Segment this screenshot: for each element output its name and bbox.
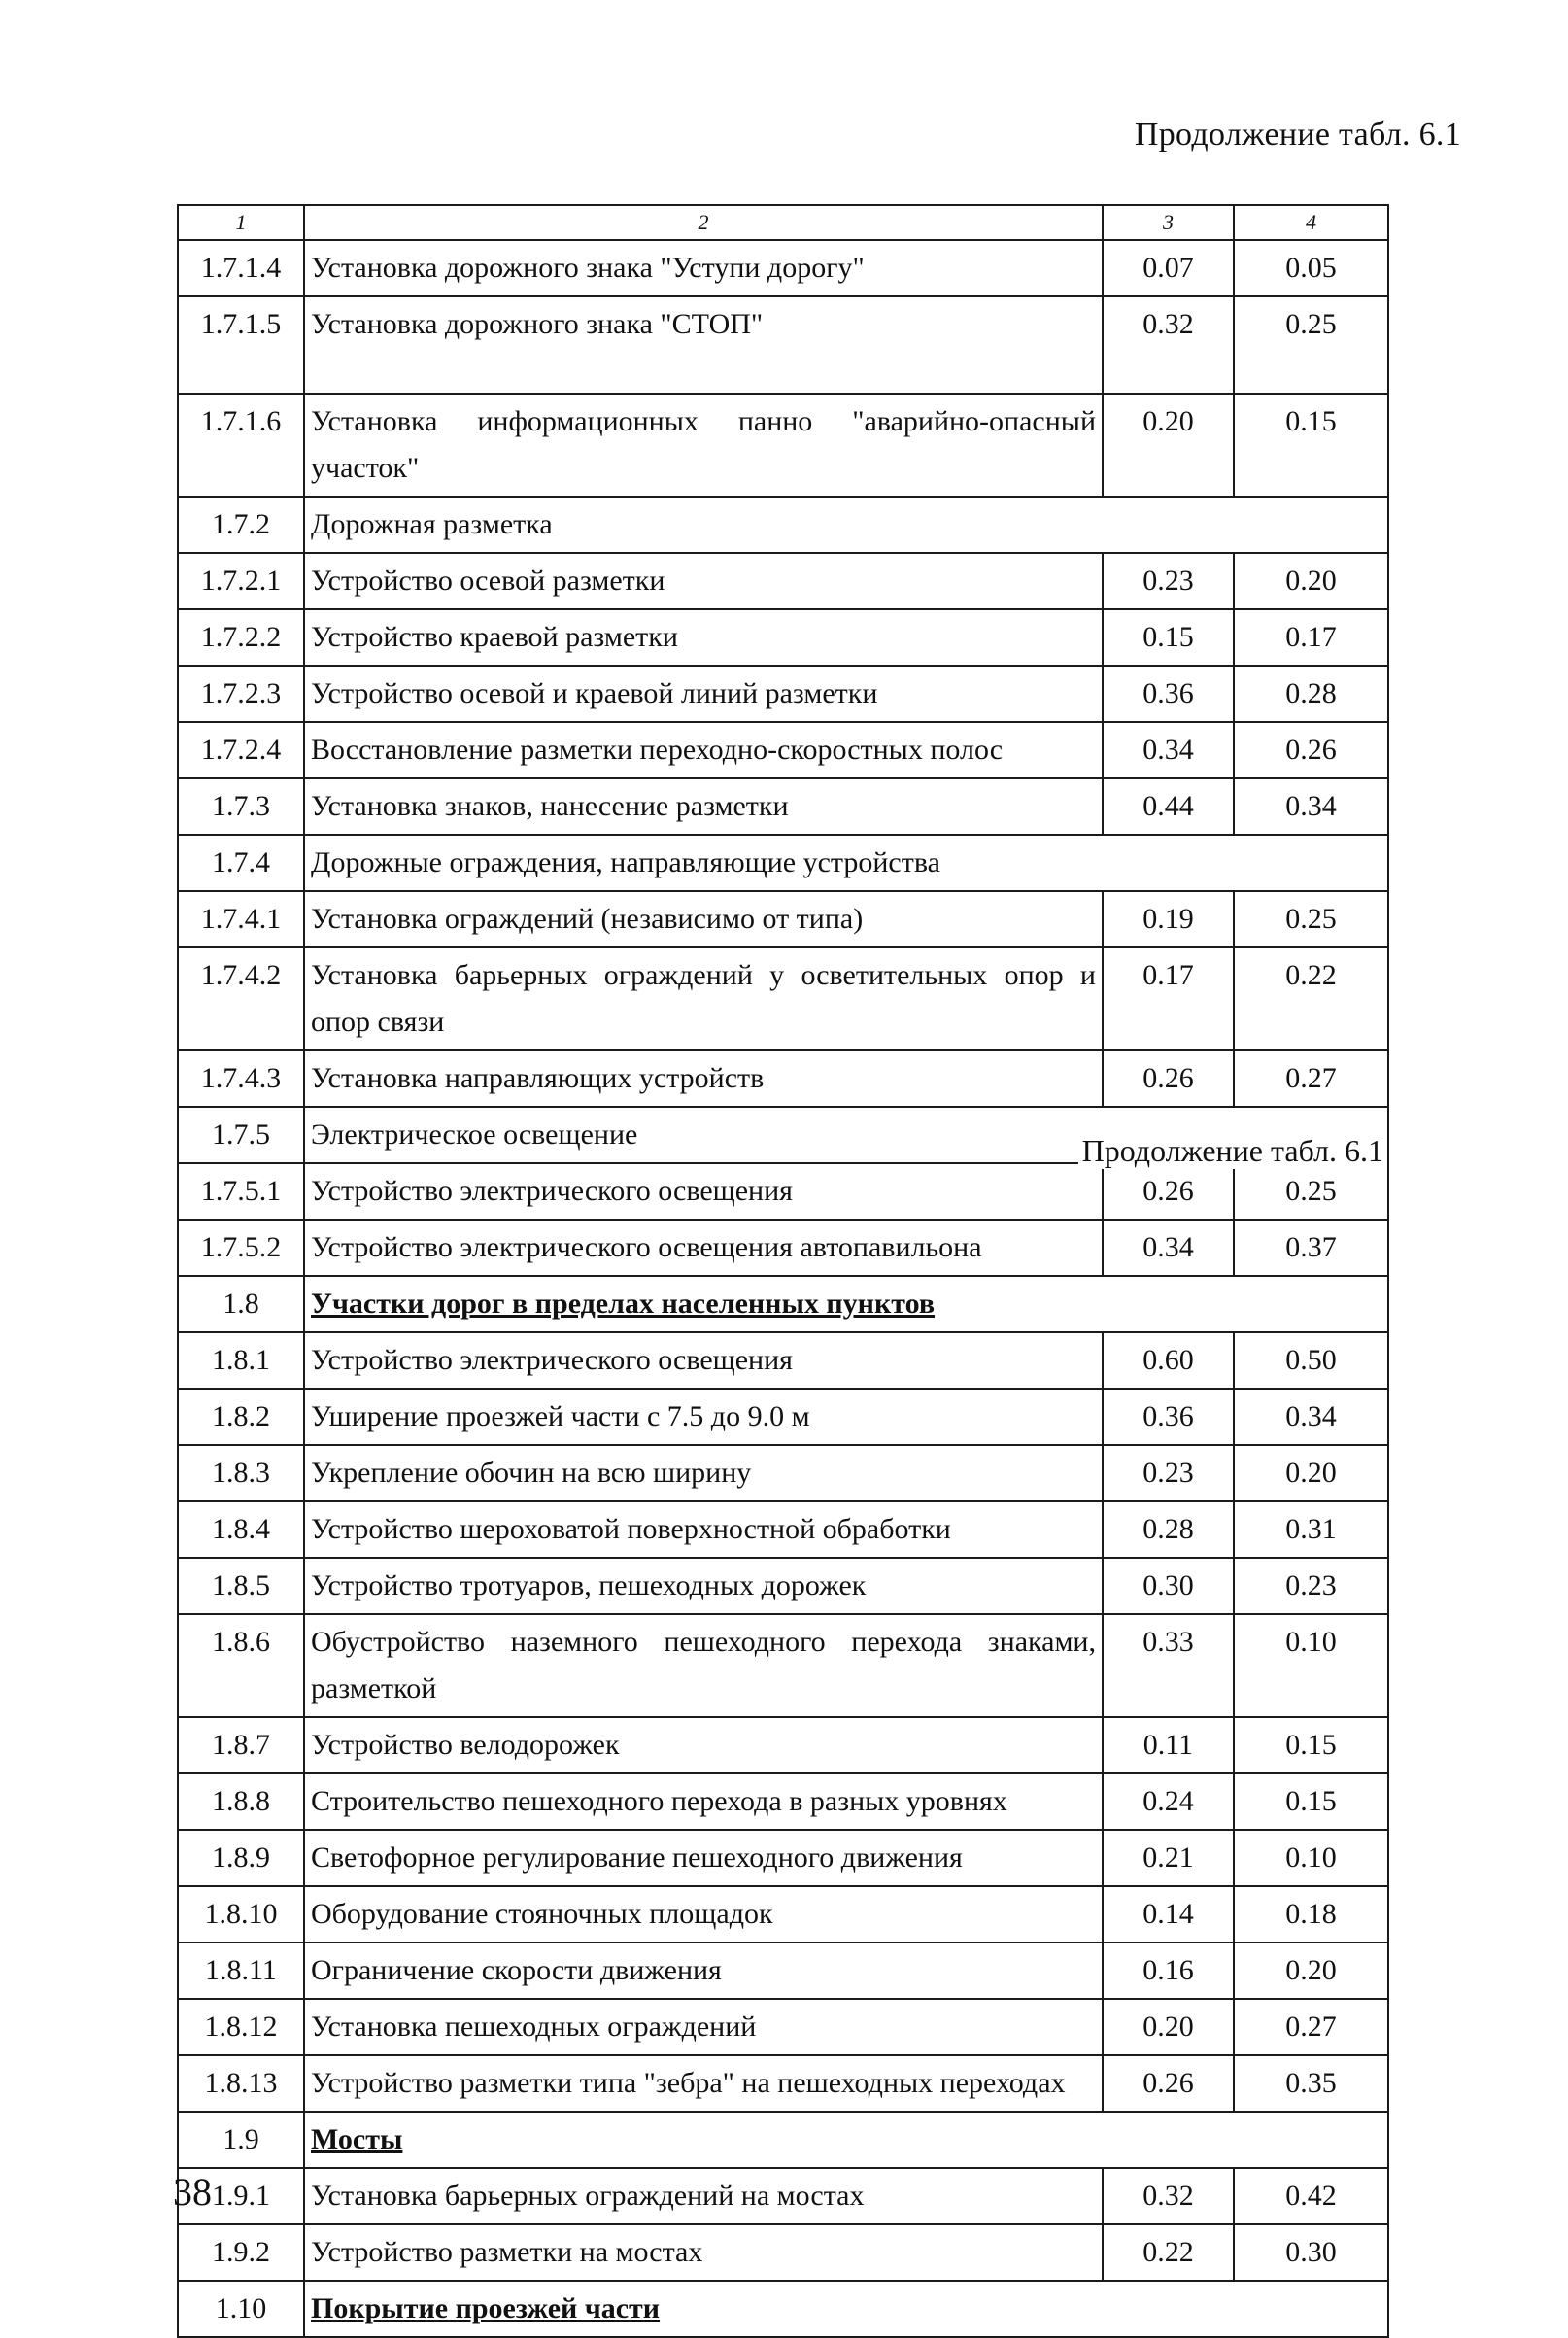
continuation-overlay-label: Продолжение табл. 6.1 (1078, 1133, 1387, 1169)
table-row (178, 1614, 1388, 1717)
row-code: 1.8.1 (178, 1332, 304, 1389)
row-value-col3: 0.26 (1103, 2055, 1234, 2112)
table-row (178, 553, 1388, 609)
row-code: 1.8.8 (178, 1773, 304, 1830)
row-value-col4: 0.42 (1234, 2168, 1388, 2224)
table-row (178, 1220, 1388, 1276)
row-code: 1.7.2 (178, 497, 304, 553)
row-value-col3: 0.24 (1103, 1773, 1234, 1830)
column-header: 3 (1103, 205, 1234, 240)
row-name: Установка дорожного знака "Уступи дорогу" (304, 240, 1103, 296)
table-row (178, 1332, 1388, 1389)
section-row (178, 497, 1388, 553)
row-value-col3: 0.26 (1103, 1050, 1234, 1107)
row-value-col3: 0.23 (1103, 553, 1234, 609)
table-row (178, 1886, 1388, 1943)
table-row (178, 1389, 1388, 1445)
row-value-col3: 0.21 (1103, 1830, 1234, 1886)
row-code: 1.9.1 (178, 2168, 304, 2224)
table-row (178, 2168, 1388, 2224)
table-row (178, 947, 1388, 1050)
row-value-col4: 0.25 (1234, 296, 1388, 394)
row-code: 1.7.5.1 (178, 1163, 304, 1220)
row-value-col4: 0.22 (1234, 947, 1388, 1050)
row-value-col3: 0.44 (1103, 778, 1234, 835)
row-code: 1.8.13 (178, 2055, 304, 2112)
row-value-col4: 0.05 (1234, 240, 1388, 296)
continuation-label: Продолжение табл. 6.1 (1134, 117, 1461, 153)
row-value-col4: 0.15 (1234, 1717, 1388, 1773)
table-row (178, 1830, 1388, 1886)
row-value-col3: 0.20 (1103, 394, 1234, 497)
table-row (178, 609, 1388, 666)
section-row (178, 1276, 1388, 1332)
row-value-col3: 0.20 (1103, 1999, 1234, 2055)
row-value-col4: 0.27 (1234, 1999, 1388, 2055)
row-value-col4: 0.27 (1234, 1050, 1388, 1107)
row-name: Обустройство наземного пешеходного перехода знаками, разметкой (304, 1614, 1103, 1717)
row-name: Устройство краевой разметки (304, 609, 1103, 666)
row-code: 1.7.1.4 (178, 240, 304, 296)
section-title: Мосты (304, 2112, 1388, 2168)
row-code: 1.7.2.4 (178, 722, 304, 778)
row-name: Устройство осевой и краевой линий разметки (304, 666, 1103, 722)
row-name: Устройство шероховатой поверхностной обработки (304, 1501, 1103, 1558)
section-title: Покрытие проезжей части (304, 2281, 1388, 2337)
row-value-col3: 0.11 (1103, 1717, 1234, 1773)
row-value-col3: 0.60 (1103, 1332, 1234, 1389)
row-code: 1.7.1.5 (178, 296, 304, 394)
table-row (178, 1050, 1388, 1107)
row-code: 1.9.2 (178, 2224, 304, 2281)
row-value-col3: 0.22 (1103, 2224, 1234, 2281)
row-code: 1.8.11 (178, 1943, 304, 1999)
row-code: 1.10 (178, 2281, 304, 2337)
table-row (178, 666, 1388, 722)
row-code: 1.8.7 (178, 1717, 304, 1773)
table-row (178, 1943, 1388, 1999)
row-name: Установка направляющих устройств (304, 1050, 1103, 1107)
table-row (178, 1558, 1388, 1614)
row-value-col4: 0.10 (1234, 1614, 1388, 1717)
table-row (178, 778, 1388, 835)
row-value-col3: 0.30 (1103, 1558, 1234, 1614)
row-name: Устройство электрического освещения (304, 1163, 1103, 1220)
row-code: 1.7.4 (178, 835, 304, 891)
row-code: 1.8 (178, 1276, 304, 1332)
column-header: 4 (1234, 205, 1388, 240)
table-row (178, 2055, 1388, 2112)
row-value-col4: 0.37 (1234, 1220, 1388, 1276)
row-value-col4: 0.50 (1234, 1332, 1388, 1389)
row-name: Устройство велодорожек (304, 1717, 1103, 1773)
table-row (178, 1501, 1388, 1558)
row-code: 1.8.10 (178, 1886, 304, 1943)
table-row (178, 1773, 1388, 1830)
table-row (178, 2224, 1388, 2281)
row-name: Ограничение скорости движения (304, 1943, 1103, 1999)
row-name: Восстановление разметки переходно-скоростных полос (304, 722, 1103, 778)
row-value-col4: 0.26 (1234, 722, 1388, 778)
row-value-col3: 0.36 (1103, 1389, 1234, 1445)
row-name: Строительство пешеходного перехода в разных уровнях (304, 1773, 1103, 1830)
data-table (177, 204, 1387, 2338)
row-name: Оборудование стояночных площадок (304, 1886, 1103, 1943)
row-value-col3: 0.14 (1103, 1886, 1234, 1943)
row-code: 1.8.12 (178, 1999, 304, 2055)
table-row (178, 722, 1388, 778)
section-title: Дорожная разметка (304, 497, 1388, 553)
row-value-col4: 0.25 (1234, 1163, 1388, 1220)
section-row (178, 2112, 1388, 2168)
row-code: 1.7.4.1 (178, 891, 304, 947)
row-code: 1.7.1.6 (178, 394, 304, 497)
row-value-col4: 0.20 (1234, 1445, 1388, 1501)
row-code: 1.7.3 (178, 778, 304, 835)
section-row (178, 2281, 1388, 2337)
row-code: 1.7.4.2 (178, 947, 304, 1050)
row-code: 1.7.5 (178, 1107, 304, 1163)
row-value-col3: 0.19 (1103, 891, 1234, 947)
table-row (178, 240, 1388, 296)
row-value-col3: 0.34 (1103, 722, 1234, 778)
row-name: Устройство тротуаров, пешеходных дорожек (304, 1558, 1103, 1614)
row-value-col3: 0.32 (1103, 2168, 1234, 2224)
row-name: Укрепление обочин на всю ширину (304, 1445, 1103, 1501)
table-row (178, 1717, 1388, 1773)
section-row (178, 835, 1388, 891)
row-name: Устройство разметки типа "зебра" на пешеходных переходах (304, 2055, 1103, 2112)
row-name: Установка знаков, нанесение разметки (304, 778, 1103, 835)
row-code: 1.8.9 (178, 1830, 304, 1886)
row-value-col4: 0.18 (1234, 1886, 1388, 1943)
row-value-col4: 0.15 (1234, 394, 1388, 497)
row-value-col3: 0.15 (1103, 609, 1234, 666)
table-row (178, 296, 1388, 394)
row-name: Установка дорожного знака "СТОП" (304, 296, 1103, 394)
row-value-col3: 0.07 (1103, 240, 1234, 296)
row-value-col4: 0.34 (1234, 778, 1388, 835)
row-value-col3: 0.36 (1103, 666, 1234, 722)
table-row (178, 394, 1388, 497)
row-name: Установка барьерных ограждений у осветительных опор и опор связи (304, 947, 1103, 1050)
row-value-col4: 0.23 (1234, 1558, 1388, 1614)
row-name: Установка ограждений (независимо от типа) (304, 891, 1103, 947)
row-name: Установка барьерных ограждений на мостах (304, 2168, 1103, 2224)
page-number: 38 (173, 2170, 212, 2214)
table-header-row (178, 205, 1388, 240)
row-value-col3: 0.33 (1103, 1614, 1234, 1717)
row-code: 1.7.2.1 (178, 553, 304, 609)
row-value-col4: 0.17 (1234, 609, 1388, 666)
row-name: Установка пешеходных ограждений (304, 1999, 1103, 2055)
row-value-col3: 0.17 (1103, 947, 1234, 1050)
row-value-col4: 0.35 (1234, 2055, 1388, 2112)
row-name: Устройство электрического освещения (304, 1332, 1103, 1389)
row-code: 1.7.2.2 (178, 609, 304, 666)
row-value-col3: 0.32 (1103, 296, 1234, 394)
row-code: 1.8.5 (178, 1558, 304, 1614)
row-code: 1.8.3 (178, 1445, 304, 1501)
row-code: 1.7.5.2 (178, 1220, 304, 1276)
row-value-col3: 0.16 (1103, 1943, 1234, 1999)
table-row (178, 1445, 1388, 1501)
row-code: 1.7.4.3 (178, 1050, 304, 1107)
column-header: 2 (304, 205, 1103, 240)
table-row (178, 1999, 1388, 2055)
section-title: Участки дорог в пределах населенных пунктов (304, 1276, 1388, 1332)
row-value-col3: 0.23 (1103, 1445, 1234, 1501)
table-row (178, 1163, 1388, 1220)
row-name: Устройство осевой разметки (304, 553, 1103, 609)
row-value-col4: 0.28 (1234, 666, 1388, 722)
row-name: Светофорное регулирование пешеходного движения (304, 1830, 1103, 1886)
row-value-col4: 0.31 (1234, 1501, 1388, 1558)
section-title: Электрическое освещение (304, 1107, 1388, 1163)
row-name: Уширение проезжей части с 7.5 до 9.0 м (304, 1389, 1103, 1445)
row-value-col4: 0.25 (1234, 891, 1388, 947)
row-value-col3: 0.26 (1103, 1163, 1234, 1220)
table-row (178, 891, 1388, 947)
row-value-col4: 0.10 (1234, 1830, 1388, 1886)
row-value-col3: 0.34 (1103, 1220, 1234, 1276)
row-name: Устройство разметки на мостах (304, 2224, 1103, 2281)
row-value-col4: 0.34 (1234, 1389, 1388, 1445)
row-value-col4: 0.15 (1234, 1773, 1388, 1830)
row-name: Устройство электрического освещения автопавильона (304, 1220, 1103, 1276)
row-value-col3: 0.28 (1103, 1501, 1234, 1558)
row-value-col4: 0.30 (1234, 2224, 1388, 2281)
row-value-col4: 0.20 (1234, 553, 1388, 609)
row-code: 1.8.4 (178, 1501, 304, 1558)
column-header: 1 (178, 205, 304, 240)
section-title: Дорожные ограждения, направляющие устройства (304, 835, 1388, 891)
row-code: 1.9 (178, 2112, 304, 2168)
row-code: 1.8.6 (178, 1614, 304, 1717)
row-code: 1.8.2 (178, 1389, 304, 1445)
row-name: Установка информационных панно "аварийно-опасный участок" (304, 394, 1103, 497)
row-value-col4: 0.20 (1234, 1943, 1388, 1999)
row-code: 1.7.2.3 (178, 666, 304, 722)
